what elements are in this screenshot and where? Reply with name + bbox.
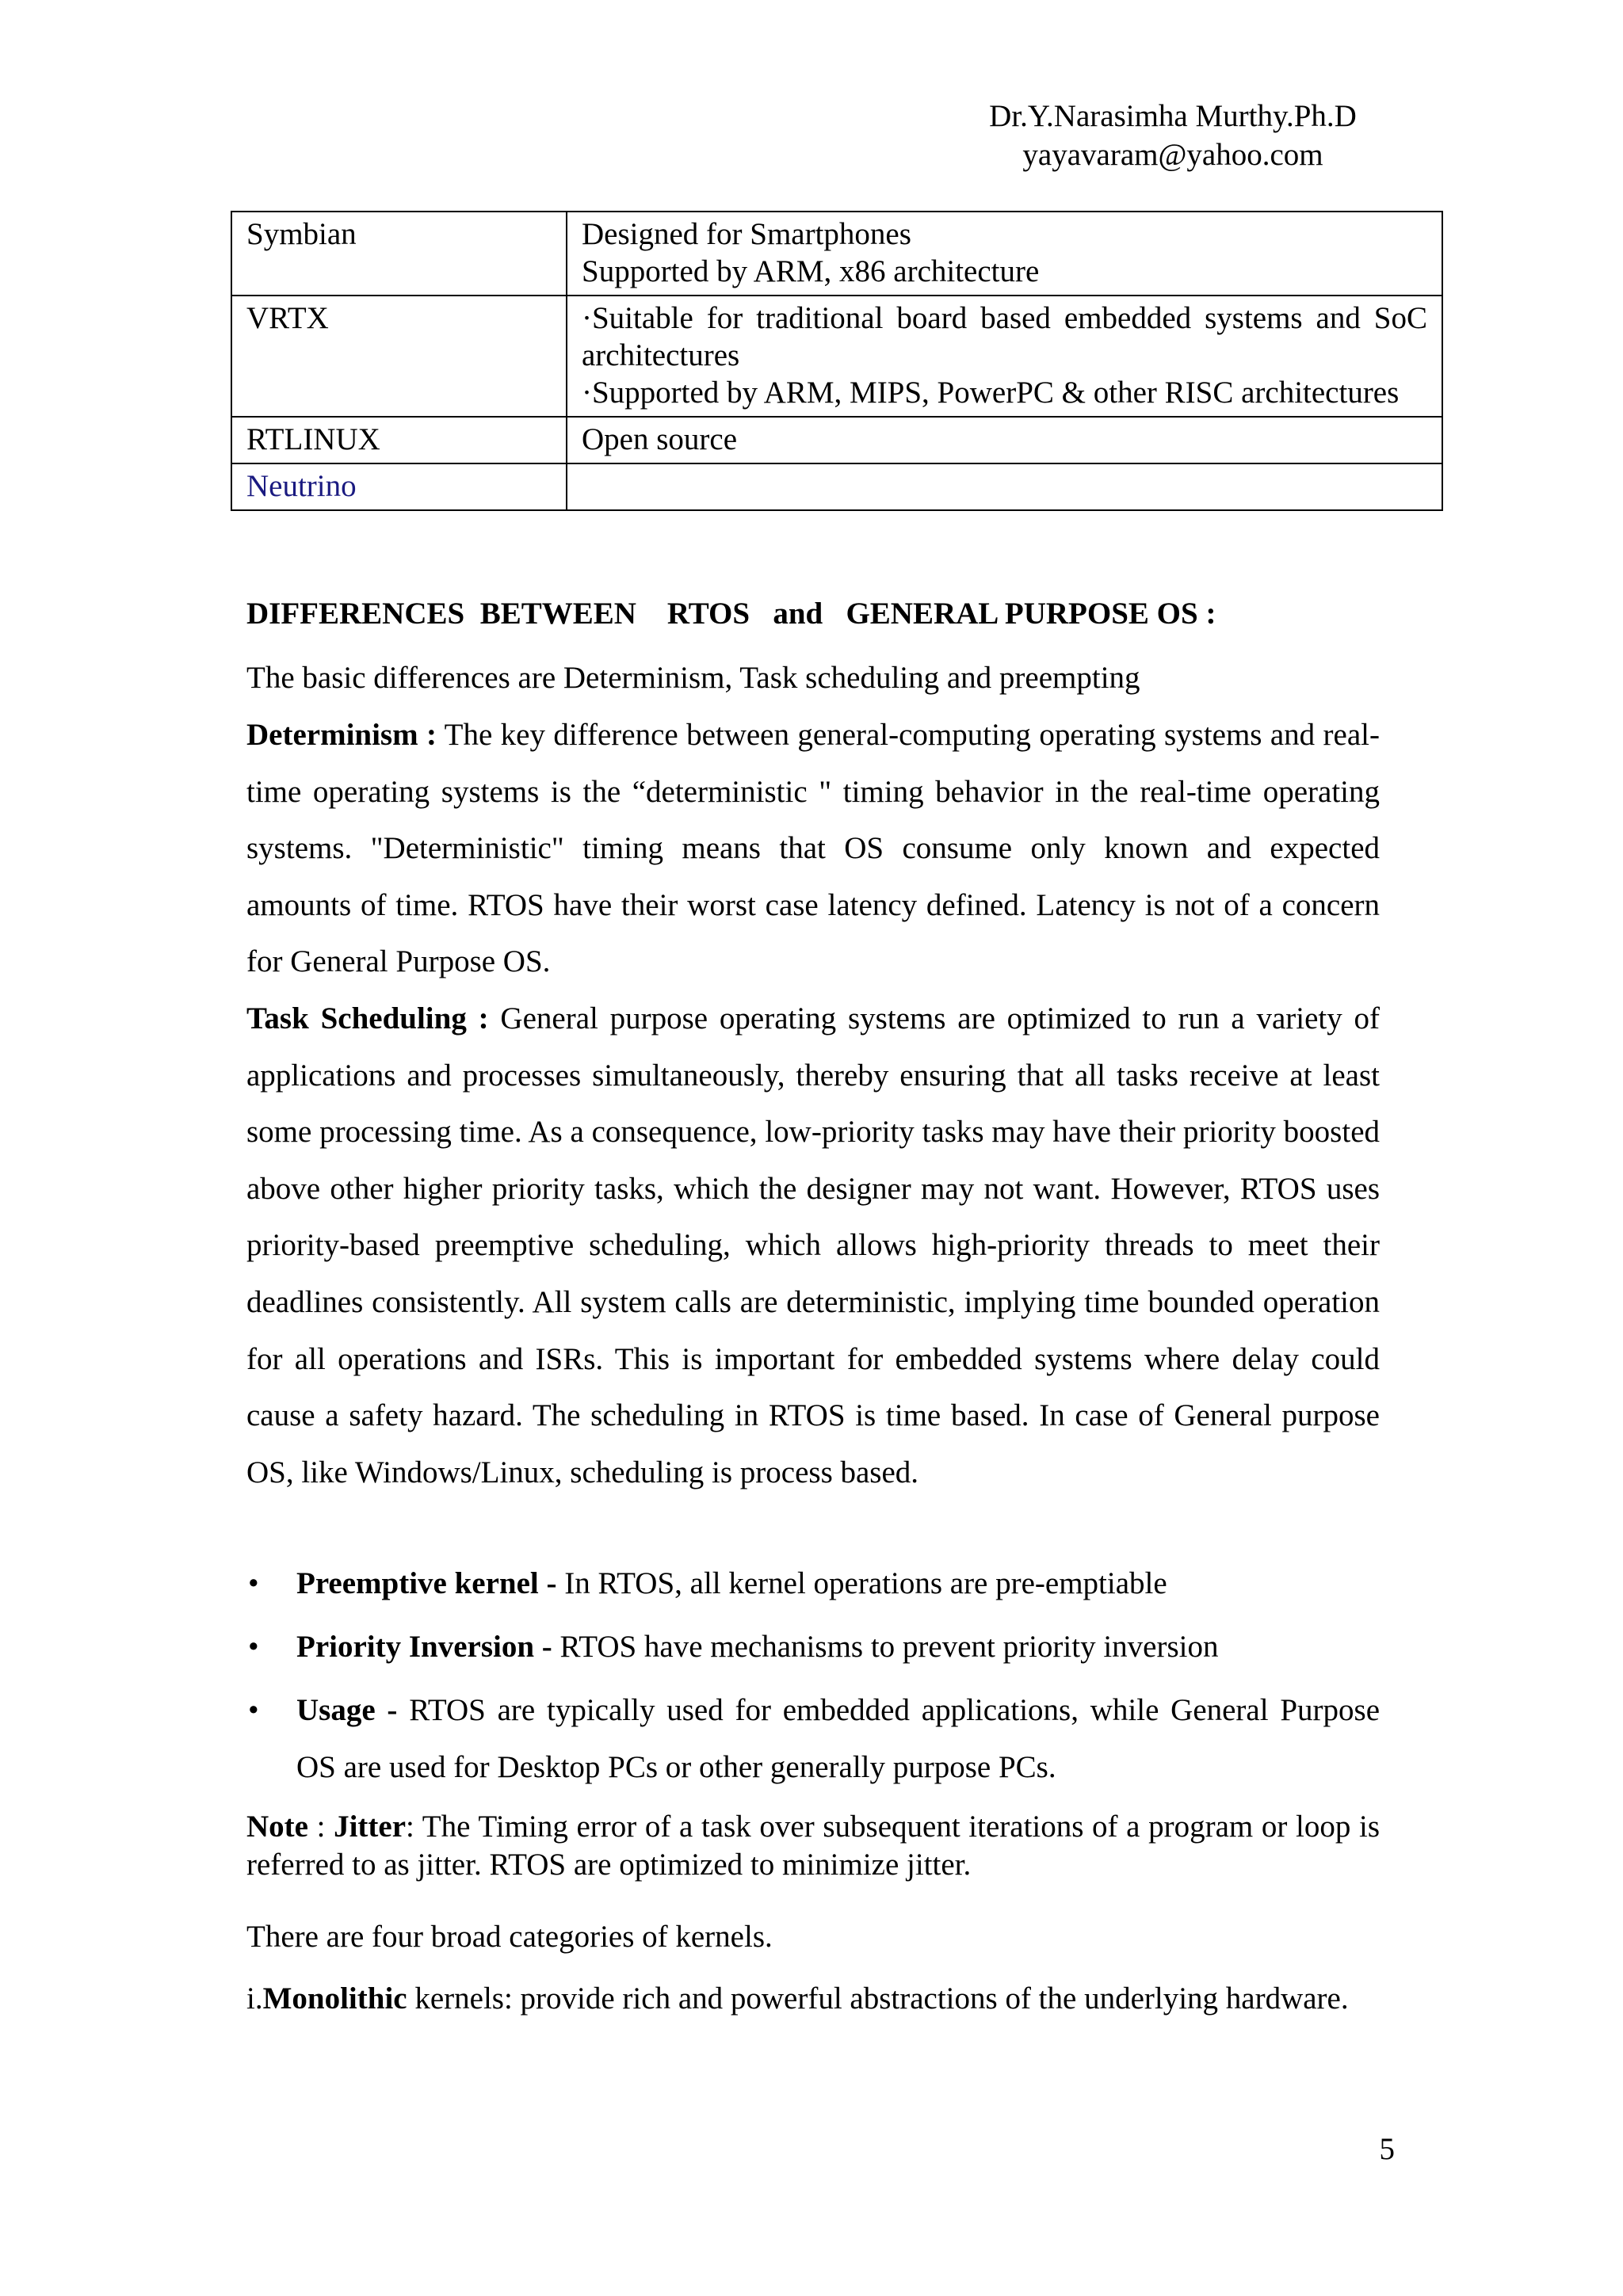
description-line: Designed for Smartphones [582,217,911,251]
bullet-icon: • [248,1630,259,1664]
bullet-term: Usage - [296,1693,398,1727]
monolithic-paragraph [246,1970,1380,2027]
bullet-icon: • [248,1693,259,1727]
list-item [246,1555,1380,1612]
determinism-paragraph [246,707,1380,990]
page-number: 5 [1379,2132,1395,2166]
description-line: Supported by ARM, x86 architecture [582,254,1040,288]
task-scheduling-paragraph [246,990,1380,1501]
os-description-cell [567,296,1442,417]
os-description-cell [567,463,1442,510]
bullet-text: RTOS are typically used for embedded applications, while General Purpose OS are used for Desktop PCs or other generally purpose PCs. [296,1693,1381,1784]
note-text: : The Timing error of a task over subsequent iterations of a program or loop is referred to as jitter. RTOS are optimized to minimize jitter. [246,1810,1380,1882]
note-separator: : [307,1810,334,1844]
author-name: Dr.Y.Narasimha Murthy.Ph.D [989,99,1357,133]
bullet-icon: • [248,1566,259,1600]
monolithic-prefix: i. [246,1981,263,2016]
table-row [231,212,1442,296]
intro-paragraph: The basic differences are Determinism, Task scheduling and preempting [246,661,1140,695]
bullet-term: Preemptive kernel - [296,1566,557,1600]
os-name-cell: Neutrino [231,463,567,510]
monolithic-text: kernels: provide rich and powerful abstractions of the underlying hardware. [407,1981,1349,2016]
description-line: Open source [582,422,738,456]
list-item [246,1682,1380,1796]
determinism-text: The key difference between general-computing operating systems and real-time operating systems is the “deterministic " timing behavior in the real-time operating systems. "Deterministic" timing means that OS consume only known and expected amounts of time. RTOS have their worst case latency defined. Latency is not of a concern for General Purpose OS. [246,718,1380,979]
kernels-intro: There are four broad categories of kernels. [246,1920,773,1954]
description-line: ·Suitable for traditional board based embedded systems and SoC architectures [582,301,1427,372]
os-table [231,211,1443,511]
section-title: DIFFERENCES BETWEEN RTOS and GENERAL PURPOSE OS : [246,597,1216,631]
os-name-cell: RTLINUX [231,417,567,463]
os-name-cell: VRTX [231,296,567,417]
note-label: Note [246,1810,308,1844]
table-row [231,296,1442,417]
bullet-term: Priority Inversion - [296,1630,552,1664]
monolithic-term: Monolithic [262,1981,407,2016]
page-header [935,97,1411,174]
description-line: ·Supported by ARM, MIPS, PowerPC & other RISC architectures [582,376,1400,410]
difference-list [246,1555,1380,1802]
os-description-cell [567,212,1442,296]
bullet-text: RTOS have mechanisms to prevent priority inversion [552,1630,1219,1664]
os-description-cell [567,417,1442,463]
jitter-term: Jitter [334,1810,407,1844]
determinism-term: Determinism : [246,718,437,752]
author-email: yayavaram@yahoo.com [1022,138,1323,172]
table-row [231,463,1442,510]
table-row [231,417,1442,463]
task-scheduling-text: General purpose operating systems are optimized to run a variety of applications and processes simultaneously, thereby ensuring that all tasks receive at least some processing time. As a consequence, low-priority tasks may have their priority boosted above other higher priority tasks, which the designer may not want. However, RTOS uses priority-based preemptive scheduling, which allows high-priority threads to meet their deadlines consistently. All system calls are deterministic, implying time bounded operation for all operations and ISRs. This is important for embedded systems where delay could cause a safety hazard. The scheduling in RTOS is time based. In case of General purpose OS, like Windows/Linux, scheduling is process based. [246,1001,1381,1489]
task-scheduling-term: Task Scheduling : [246,1001,489,1035]
list-item [246,1619,1380,1676]
os-name-cell: Symbian [231,212,567,296]
bullet-text: In RTOS, all kernel operations are pre-emptiable [556,1566,1167,1600]
jitter-note [246,1808,1380,1884]
